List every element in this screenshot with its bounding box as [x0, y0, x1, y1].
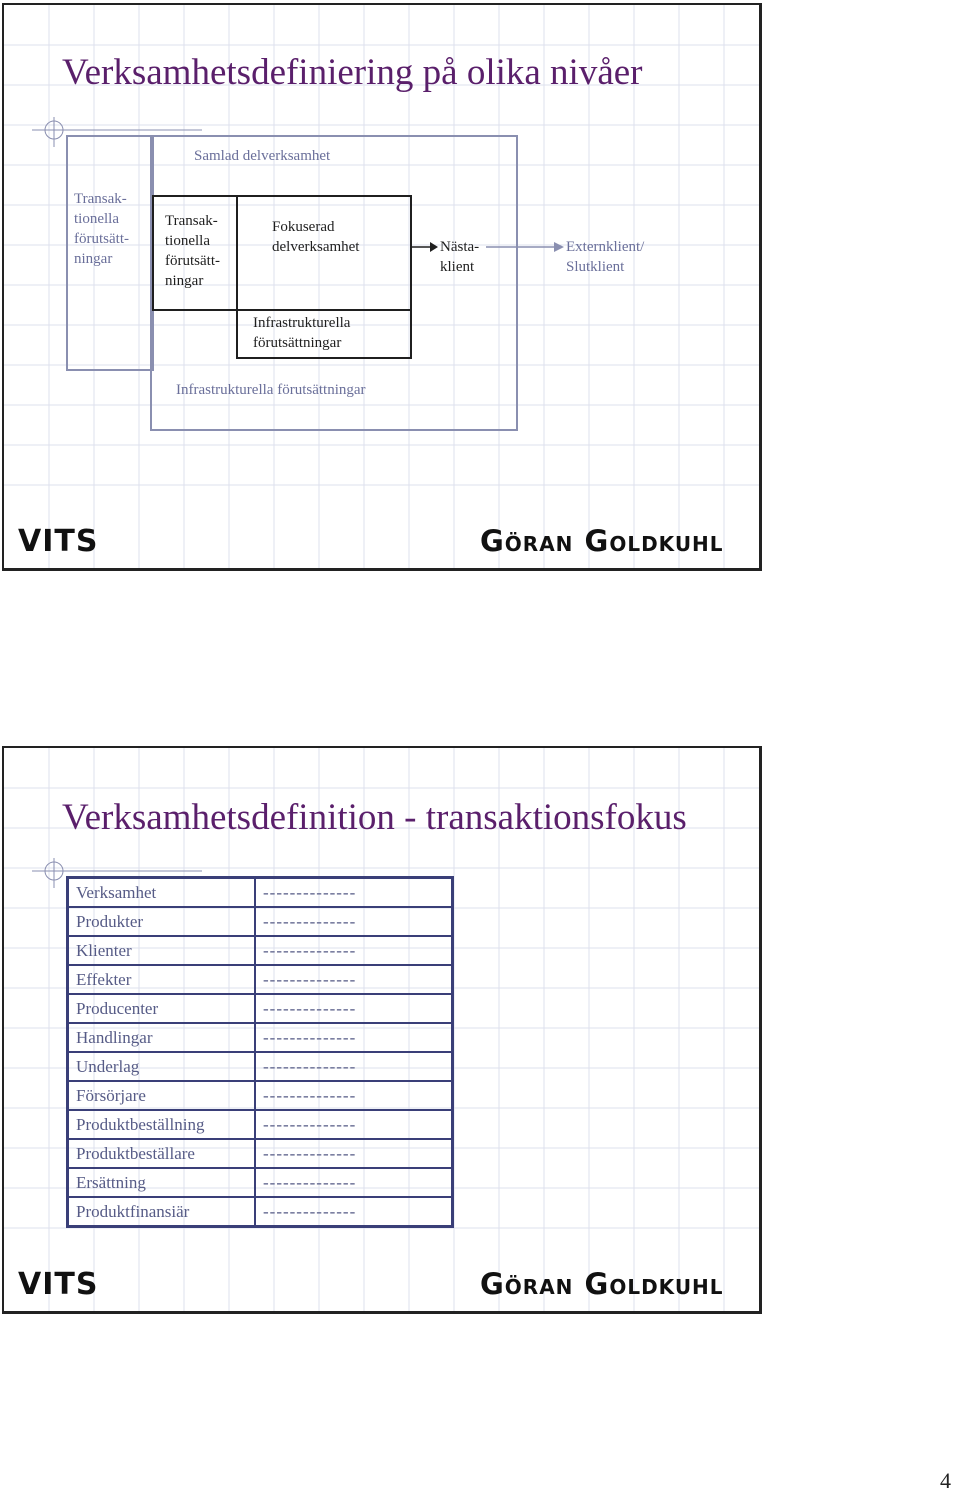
- focused-activity-label: Fokuserad delverksamhet: [272, 219, 360, 255]
- inner-infrastructure-label: Infrastrukturella förutsättningar: [253, 315, 351, 351]
- table-row: [68, 1139, 453, 1168]
- outer-infrastructure-label: Infrastrukturella förutsättningar: [176, 382, 366, 398]
- table-row: [68, 907, 453, 936]
- row-label: Underlag: [68, 1052, 256, 1081]
- row-value: --------------: [255, 1197, 453, 1227]
- outer-transactional-label: Transak- tionella förutsätt- ningar: [74, 191, 129, 267]
- slide-title: Verksamhetsdefiniering på olika nivåer: [62, 52, 643, 93]
- slide-1: [2, 3, 762, 571]
- external-client-label: Externklient/ Slutklient: [566, 239, 645, 275]
- next-client-label: Nästa- klient: [440, 239, 480, 275]
- table-row: [68, 1052, 453, 1081]
- samlad-delverksamhet-label: Samlad delverksamhet: [194, 148, 331, 164]
- row-value: --------------: [255, 965, 453, 994]
- arrow-to-external-client-icon: [486, 241, 564, 253]
- author-logo: Göran Goldkuhl: [480, 1267, 724, 1301]
- row-label: Försörjare: [68, 1081, 256, 1110]
- author-logo: Göran Goldkuhl: [480, 524, 724, 558]
- row-label: Ersättning: [68, 1168, 256, 1197]
- table-row: [68, 965, 453, 994]
- table-row: [68, 994, 453, 1023]
- row-label: Produktbeställare: [68, 1139, 256, 1168]
- slide-2: [2, 746, 762, 1314]
- row-label: Effekter: [68, 965, 256, 994]
- row-value: --------------: [255, 907, 453, 936]
- row-value: --------------: [255, 1023, 453, 1052]
- row-label: Produkter: [68, 907, 256, 936]
- row-value: --------------: [255, 1110, 453, 1139]
- row-value: --------------: [255, 936, 453, 965]
- row-label: Produktbeställning: [68, 1110, 256, 1139]
- table-row: [68, 1081, 453, 1110]
- row-label: Handlingar: [68, 1023, 256, 1052]
- row-label: Produktfinansiär: [68, 1197, 256, 1227]
- row-value: --------------: [255, 1081, 453, 1110]
- arrow-to-next-client-icon: [410, 241, 438, 253]
- inner-transactional-label: Transak- tionella förutsätt- ningar: [165, 213, 220, 289]
- row-value: --------------: [255, 878, 453, 908]
- vits-logo: VITS: [18, 524, 99, 559]
- table-row: [68, 1023, 453, 1052]
- vits-logo: VITS: [18, 1267, 99, 1302]
- table-row: [68, 1197, 453, 1227]
- row-label: Producenter: [68, 994, 256, 1023]
- page-number: 4: [940, 1468, 951, 1493]
- row-label: Klienter: [68, 936, 256, 965]
- table-row: [68, 878, 453, 908]
- table-row: [68, 1110, 453, 1139]
- row-value: --------------: [255, 1139, 453, 1168]
- table-row: [68, 1168, 453, 1197]
- definition-table: [66, 876, 454, 1228]
- row-value: --------------: [255, 1052, 453, 1081]
- slide-title: Verksamhetsdefinition - transaktionsfokus: [62, 797, 687, 838]
- table-row: [68, 936, 453, 965]
- row-label: Verksamhet: [68, 878, 256, 908]
- row-value: --------------: [255, 1168, 453, 1197]
- row-value: --------------: [255, 994, 453, 1023]
